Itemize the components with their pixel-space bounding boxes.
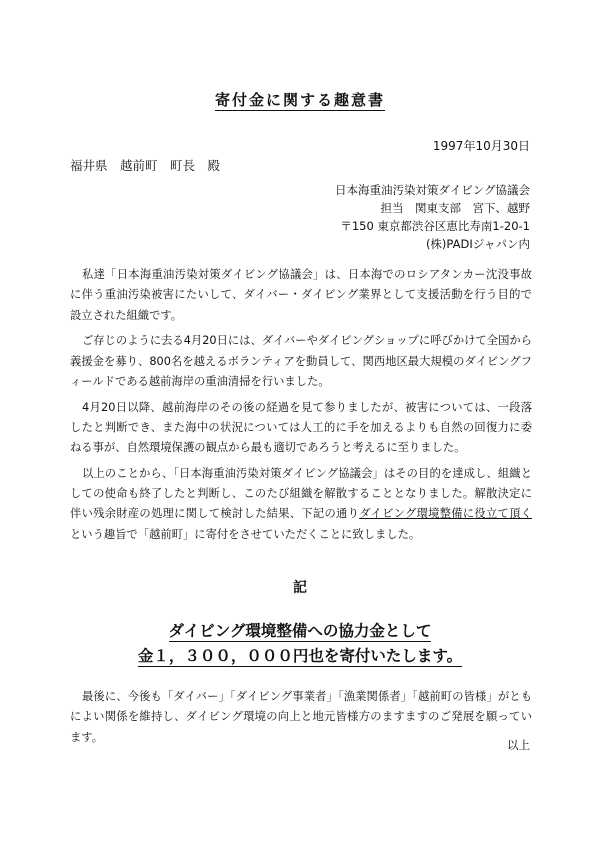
recipient: 福井県 越前町 町長 殿 bbox=[70, 158, 221, 173]
closing-text bbox=[70, 687, 532, 748]
donation-headline-line-1: ダイビング環境整備への協力金として bbox=[168, 622, 432, 640]
sender-organization: 日本海重油汚染対策ダイビング協議会 bbox=[334, 183, 530, 197]
document-title-text: 寄付金に関する趣意書 bbox=[214, 91, 385, 109]
paragraph-4-part-2: という趣旨で「越前町」に寄付をさせていただくことに致しました。 bbox=[70, 527, 421, 541]
closing-paragraph: 最後に、今後も「ダイバー」「ダイビング事業者」「漁業関係者」「越前町の皆様」がともによい関係を維持し、ダイビング環境の向上と地元皆様方のますますのご発展を願っています。 bbox=[70, 690, 532, 744]
sender-block bbox=[335, 181, 530, 253]
sender-address: 〒150 東京都渋谷区恵比寿南1-20-1 bbox=[340, 219, 530, 233]
paragraph-4-underlined: ダイビング環境整備に役立て頂く bbox=[359, 507, 532, 521]
donation-headline bbox=[0, 619, 600, 669]
sender-care-of: (株)PADIジャパン内 bbox=[425, 237, 530, 251]
document-title bbox=[0, 89, 600, 110]
paragraph-1: 私達「日本海重油汚染対策ダイビング協議会」は、日本海でのロシアタンカー沈没事故に伴う重油汚染被害にたいして、ダイバー・ダイビング業界として支援活動を行う目的で設立された組織です。 bbox=[70, 268, 532, 322]
document-date: 1997年10月30日 bbox=[432, 139, 530, 153]
ki-heading: 記 bbox=[293, 580, 307, 596]
paragraph-4-part-1: 以上のことから、「日本海重油汚染対策ダイビング協議会」はその目的を達成し、組織としての使命も終了したと判断し、このたび組織を解散することとなりました。解散決定に伴い残余財産の処理に関して検討した結果、下記の通り bbox=[70, 466, 532, 521]
body-text bbox=[70, 265, 532, 550]
sender-contact: 担当 関東支部 宮下、越野 bbox=[380, 201, 530, 215]
paragraph-4 bbox=[70, 464, 532, 545]
ijo-end-mark: 以上 bbox=[507, 738, 530, 752]
paragraph-2: ご存じのように去る4月20日には、ダイバーやダイビングショップに呼びかけて全国から義援金を募り、800名を越えるボランティアを動員して、関西地区最大規模のダイビングフィールドである越前海岸の重油清掃を行いました。 bbox=[70, 334, 532, 388]
donation-headline-line-2: 金１，３００，０００円也を寄付いたします。 bbox=[137, 647, 463, 665]
paragraph-3: 4月20日以降、越前海岸のその後の経過を見て参りましたが、被害については、一段落したと判断でき、また海中の状況については人工的に手を加えるよりも自然の回復力に委ねる事が、自然環境保護の観点から最も適切であろうと考えるに至りました。 bbox=[70, 400, 532, 455]
